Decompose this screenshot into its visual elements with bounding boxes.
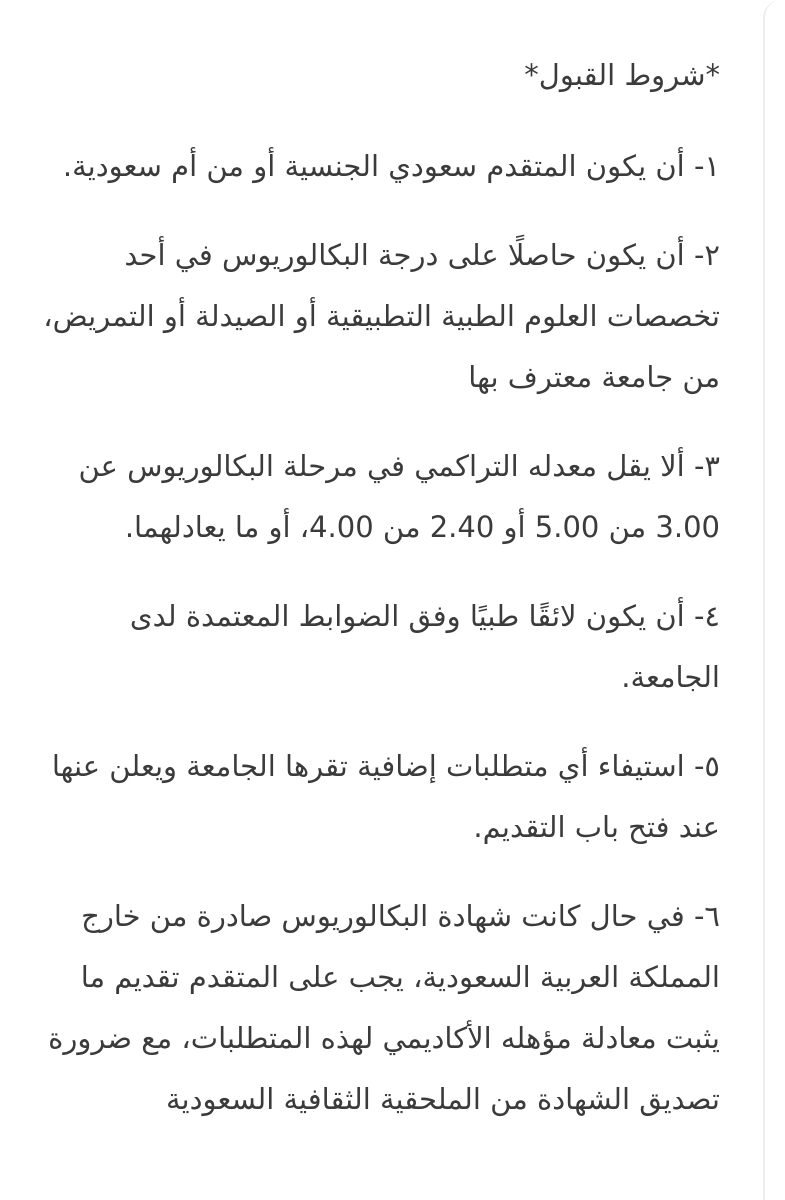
document-body <box>40 44 720 1158</box>
condition-5: ٥- استيفاء أي متطلبات إضافية تقرها الجامعة ويعلن عنها عند فتح باب التقديم. <box>51 749 720 844</box>
scrollbar-track[interactable] <box>763 0 785 1200</box>
condition-2: ٢- أن يكون حاصلًا على درجة البكالوريوس في أحد تخصصات العلوم الطبية التطبيقية أو الصيدلة أو التمريض، من جامعة معترف بها <box>43 238 720 394</box>
condition-3: ٣- ألا يقل معدله التراكمي في مرحلة البكالوريوس عن 3.00 من 5.00 أو 2.40 من 4.00، أو ما يعادلهما. <box>78 449 720 544</box>
condition-4: ٤- أن يكون لائقًا طبيًا وفق الضوابط المعتمدة لدى الجامعة. <box>129 599 720 694</box>
condition-6: ٦- في حال كانت شهادة البكالوريوس صادرة من خارج المملكة العربية السعودية، يجب على المتقدم تقديم ما يثبت معادلة مؤهله الأكاديمي لهذه المتطلبات، مع ضرورة تصديق الشهادة من الملحقية الثقافية السعودية <box>48 899 720 1116</box>
condition-1: ١- أن يكون المتقدم سعودي الجنسية أو من أم سعودية. <box>62 149 720 183</box>
section-title: *شروط القبول* <box>524 58 720 92</box>
